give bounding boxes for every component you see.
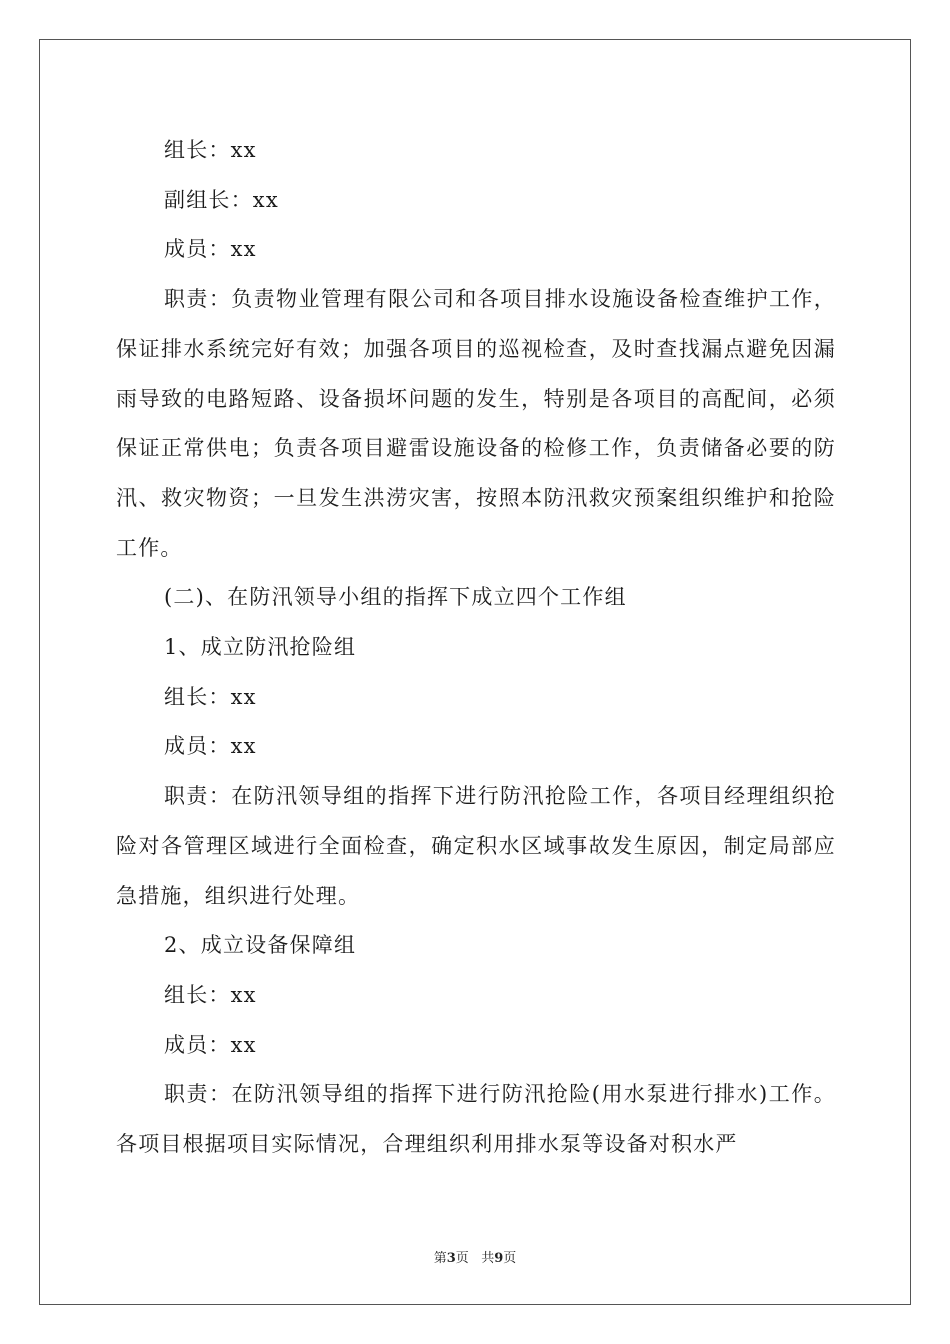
- page-footer: [0, 1247, 950, 1266]
- paragraph: 组长：xx: [164, 684, 257, 709]
- page-number: 3: [446, 1251, 456, 1266]
- paragraph: 成员：xx: [164, 237, 257, 262]
- paragraph: 职责：在防汛领导组的指挥下进行防汛抢险工作，各项目经理组织抢险对各管理区域进行全面检查，确定积水区域事故发生原因，制定局部应急措施，组织进行处理。: [116, 784, 836, 908]
- total-pages: 共9页: [481, 1251, 517, 1266]
- document-body: [116, 126, 836, 1170]
- paragraph: 副组长：xx: [164, 187, 279, 212]
- total-page-count: 9: [494, 1251, 504, 1266]
- paragraph: 职责：在防汛领导组的指挥下进行防汛抢险(用水泵进行排水)工作。各项目根据项目实际情况，合理组织利用排水泵等设备对积水严: [116, 1082, 836, 1157]
- paragraph: 1、成立防汛抢险组: [164, 635, 357, 660]
- paragraph: 职责：负责物业管理有限公司和各项目排水设施设备检查维护工作，保证排水系统完好有效；加强各项目的巡视检查，及时查找漏点避免因漏雨导致的电路短路、设备损坏问题的发生，特别是各项目的高配间，必须保证正常供电；负责各项目避雷设施设备的检修工作，负责储备必要的防汛、救灾物资；一旦发生洪涝灾害，按照本防汛救灾预案组织维护和抢险工作。: [116, 287, 836, 560]
- page-indicator: 第3页: [433, 1251, 469, 1266]
- paragraph: 组长：xx: [164, 982, 257, 1007]
- paragraph: 组长：xx: [164, 138, 257, 162]
- paragraph: (二)、在防汛领导小组的指挥下成立四个工作组: [164, 585, 627, 610]
- paragraph: 成员：xx: [164, 734, 257, 759]
- paragraph: 2、成立设备保障组: [164, 933, 357, 958]
- paragraph: 成员：xx: [164, 1032, 257, 1057]
